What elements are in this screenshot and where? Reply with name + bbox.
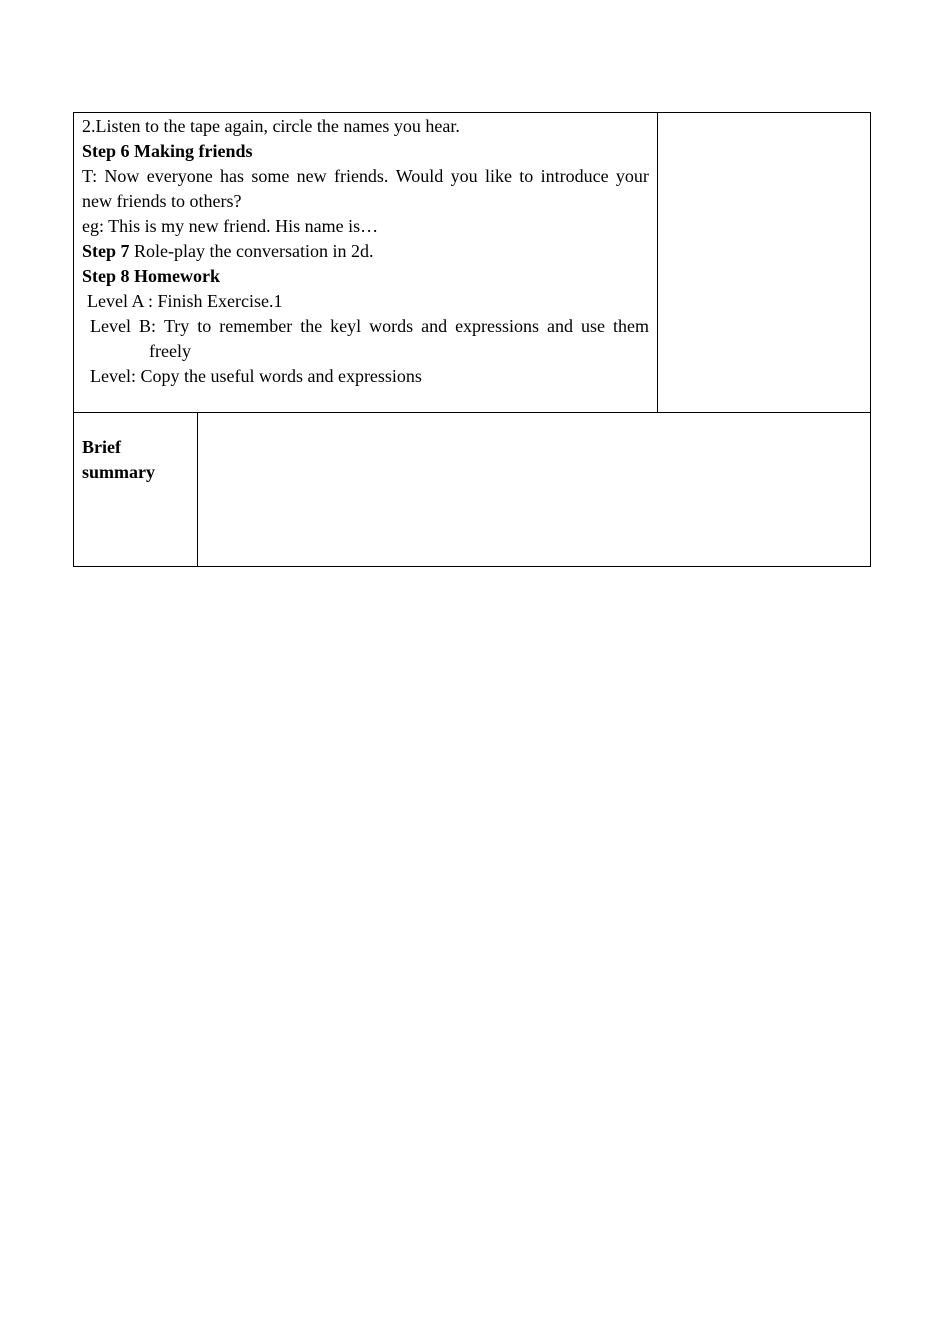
summary-row xyxy=(74,413,870,566)
step7-label: Step 7 xyxy=(82,241,130,261)
word: keyl xyxy=(330,316,362,336)
word: expressions xyxy=(455,316,540,336)
word: Now xyxy=(104,166,140,186)
word: friends. xyxy=(333,166,389,186)
word: and xyxy=(421,316,448,336)
summary-content-cell xyxy=(198,413,870,566)
step6-heading: Step 6 Making friends xyxy=(82,141,253,161)
word: everyone xyxy=(146,166,213,186)
word: to xyxy=(519,166,534,186)
word: your xyxy=(615,166,649,186)
summary-label-line2: summary xyxy=(82,462,155,482)
procedure-cell xyxy=(74,113,658,412)
word: new xyxy=(296,166,327,186)
word: T: xyxy=(82,166,98,186)
word: remember xyxy=(219,316,293,336)
word: Would xyxy=(395,166,444,186)
word: introduce xyxy=(540,166,609,186)
word: has xyxy=(220,166,245,186)
homework-level-c: Level: Copy the useful words and expressions xyxy=(90,366,422,386)
homework-level-b-continued: freely xyxy=(149,341,191,361)
example-sentence: eg: This is my new friend. His name is… xyxy=(82,216,379,236)
word: some xyxy=(251,166,290,186)
homework-level-b xyxy=(82,314,649,339)
step7-text: Role-play the conversation in 2d. xyxy=(129,241,374,261)
word: and xyxy=(547,316,574,336)
word: to xyxy=(197,316,212,336)
listen-instruction: 2.Listen to the tape again, circle the names you hear. xyxy=(82,116,460,136)
word: Try xyxy=(163,316,190,336)
homework-level-a: Level A : Finish Exercise.1 xyxy=(87,291,283,311)
word: them xyxy=(612,316,649,336)
word: like xyxy=(484,166,512,186)
summary-label-cell xyxy=(74,413,198,566)
word: words xyxy=(369,316,414,336)
notes-cell xyxy=(658,113,870,412)
word: the xyxy=(300,316,323,336)
step6-prompt-line2: new friends to others? xyxy=(82,191,242,211)
word: Level xyxy=(90,316,131,336)
lesson-plan-table xyxy=(73,112,871,567)
step6-prompt-line1 xyxy=(82,164,649,189)
word: use xyxy=(581,316,605,336)
summary-label-line1: Brief xyxy=(82,437,121,457)
word: B: xyxy=(138,316,156,336)
procedure-row xyxy=(74,113,870,413)
step7-line xyxy=(82,239,649,264)
word: you xyxy=(450,166,478,186)
step8-heading: Step 8 Homework xyxy=(82,266,220,286)
